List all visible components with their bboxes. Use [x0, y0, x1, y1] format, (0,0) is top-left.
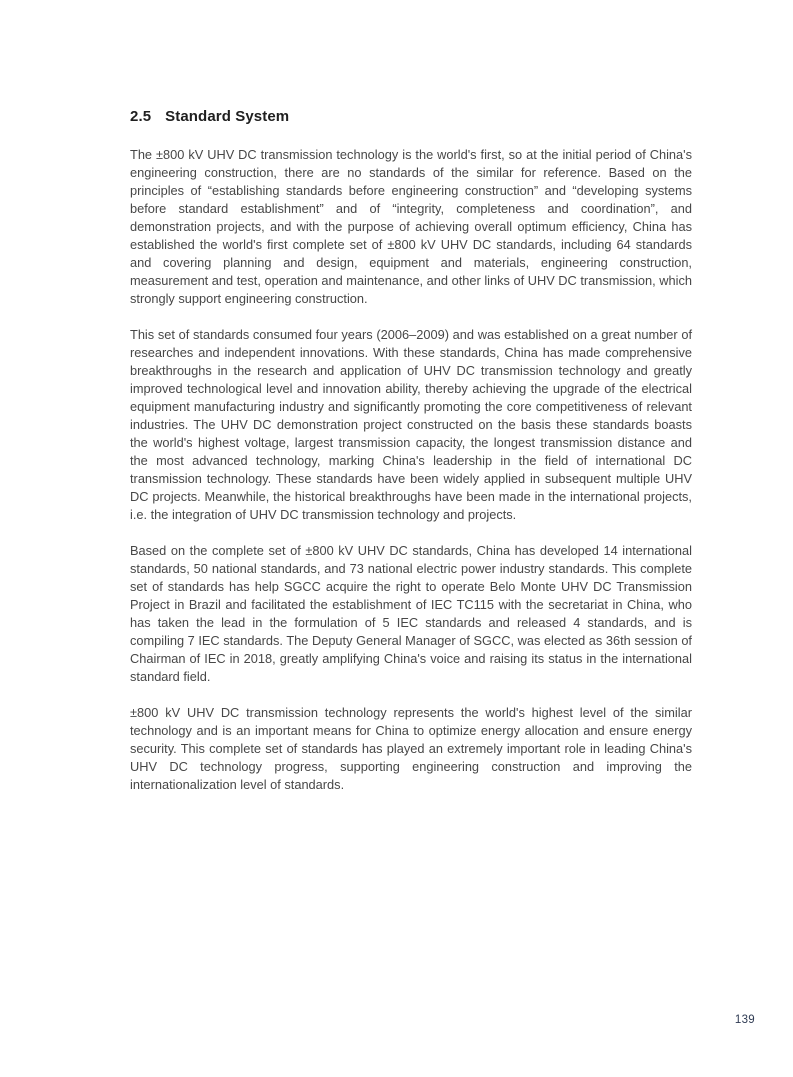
paragraph-2: This set of standards consumed four years (2006–2009) and was established on a great number of researches and independent innovations. With these standards, China has made comprehensive breakthroughs in the research and application of UHV DC transmission technology and greatly improved technological level and innovation ability, thereby achieving the upgrade of the electrical equipment manufacturing industry and significantly promoting the core competitiveness of relevant industries. The UHV DC demonstration project constructed on the basis these standards boasts the world's highest voltage, largest transmission capacity, the longest transmission distance and the most advanced technology, marking China's leadership in the field of international DC transmission technology. These standards have been widely applied in subsequent multiple UHV DC projects. Meanwhile, the historical breakthroughs have been made in the international projects, i.e. the integration of UHV DC transmission technology and projects.: [130, 327, 692, 522]
paragraph-3: Based on the complete set of ±800 kV UHV DC standards, China has developed 14 international standards, 50 national standards, and 73 national electric power industry standards. This complete set of standards has help SGCC acquire the right to operate Belo Monte UHV DC Transmission Project in Brazil and facilitated the establishment of IEC TC115 with the secretariat in China, who has taken the lead in the formulation of 5 IEC standards and released 4 standards, and is compiling 7 IEC standards. The Deputy General Manager of SGCC, was elected as 36th session of Chairman of IEC in 2018, greatly amplifying China's voice and raising its status in the international standard field.: [130, 543, 692, 684]
paragraph-1: The ±800 kV UHV DC transmission technology is the world's first, so at the initial period of China's engineering construction, there are no standards of the similar for reference. Based on the principles of “establishing standards before engineering construction” and “developing systems before standard establishment” and of “integrity, completeness and coordination”, and demonstration projects, and with the purpose of achieving overall optimum efficiency, China has established the world's first complete set of ±800 kV UHV DC standards, including 64 standards and covering planning and design, equipment and materials, engineering construction, measurement and test, operation and maintenance, and other links of UHV DC transmission, which strongly support engineering construction.: [130, 147, 692, 306]
section-number: 2.5: [130, 108, 152, 125]
body-text: [130, 146, 692, 794]
section-title: Standard System: [165, 108, 290, 125]
page-number: 139: [734, 1014, 755, 1026]
paragraph-4: ±800 kV UHV DC transmission technology represents the world's highest level of the similar technology and is an important means for China to optimize energy allocation and ensure energy security. This complete set of standards has played an extremely important role in leading China's UHV DC technology progress, supporting engineering construction and improving the internationalization level of standards.: [130, 705, 692, 792]
section-heading: [130, 108, 692, 125]
page-content: [130, 108, 692, 812]
